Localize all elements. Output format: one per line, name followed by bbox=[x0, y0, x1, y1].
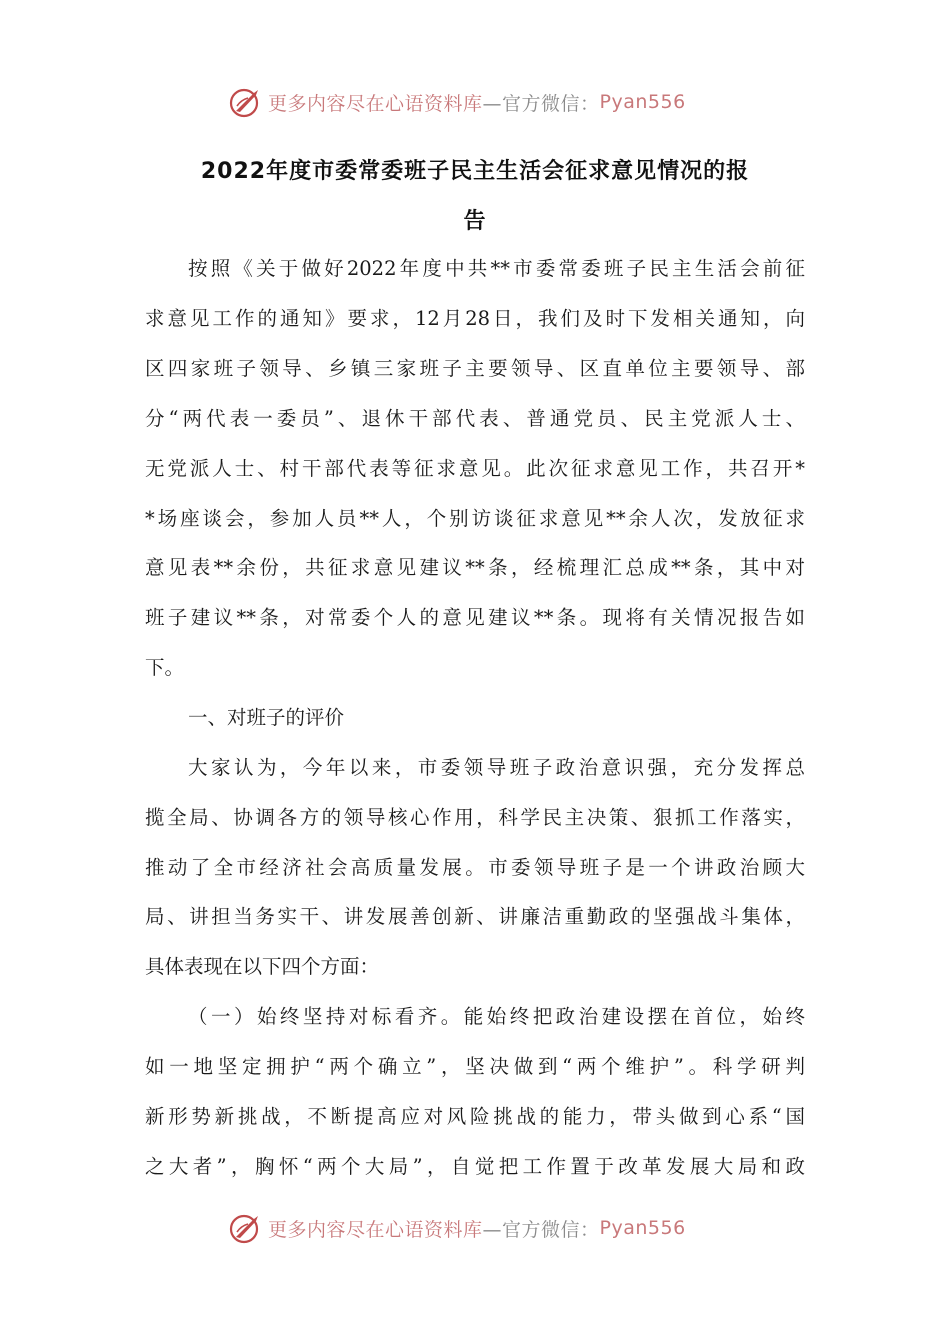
body-line: 无党派人士、村干部代表等征求意见。此次征求意见工作，共召开* bbox=[145, 457, 805, 480]
document-title-line2: 告 bbox=[463, 209, 487, 234]
header-watermark-banner bbox=[228, 82, 686, 122]
body-line: 之大者”，胸怀“两个大局”，自觉把工作置于改革发展大局和政 bbox=[145, 1155, 805, 1178]
banner-text-sep: —官方微信： bbox=[482, 92, 600, 115]
body-line: 如一地坚定拥护“两个确立”，坚决做到“两个维护”。科学研判 bbox=[145, 1055, 805, 1078]
pen-logo-icon bbox=[228, 84, 264, 120]
body-line: 意见表**余份，共征求意见建议**条，经梳理汇总成**条，其中对 bbox=[145, 556, 805, 579]
banner-text-id: Pyan556 bbox=[599, 1217, 686, 1239]
body-line: （一）始终坚持对标看齐。能始终把政治建设摆在首位，始终 bbox=[188, 1005, 805, 1028]
banner-text-sep: —官方微信： bbox=[482, 1218, 600, 1241]
body-line: 大家认为，今年以来，市委领导班子政治意识强，充分发挥总 bbox=[188, 756, 805, 779]
body-line: 局、讲担当务实干、讲发展善创新、讲廉洁重勤政的坚强战斗集体， bbox=[145, 905, 805, 928]
body-line: *场座谈会，参加人员**人，个别访谈征求意见**余人次，发放征求 bbox=[145, 507, 805, 530]
body-line: 按照《关于做好2022年度中共**市委常委班子民主生活会前征 bbox=[188, 257, 805, 280]
banner-text-id: Pyan556 bbox=[599, 91, 686, 113]
banner-text-main: 更多内容尽在心语资料库 bbox=[268, 92, 483, 115]
body-line: 揽全局、协调各方的领导核心作用，科学民主决策、狠抓工作落实， bbox=[145, 806, 805, 829]
body-line: 新形势新挑战，不断提高应对风险挑战的能力，带头做到心系“国 bbox=[145, 1105, 805, 1128]
banner-text-main: 更多内容尽在心语资料库 bbox=[268, 1218, 483, 1241]
body-line: 求意见工作的通知》要求，12月28日，我们及时下发相关通知，向 bbox=[145, 307, 805, 330]
pen-logo-icon bbox=[228, 1210, 264, 1246]
body-line: 下。 bbox=[145, 656, 185, 679]
body-line: 分“两代表一委员”、退休干部代表、普通党员、民主党派人士、 bbox=[145, 407, 805, 430]
document-title-line1: 2022年度市委常委班子民主生活会征求意见情况的报 bbox=[200, 159, 750, 184]
body-line: 推动了全市经济社会高质量发展。市委领导班子是一个讲政治顾大 bbox=[145, 856, 805, 879]
body-line: 区四家班子领导、乡镇三家班子主要领导、区直单位主要领导、部 bbox=[145, 357, 805, 380]
section-heading: 一、对班子的评价 bbox=[188, 706, 345, 729]
footer-watermark-banner bbox=[228, 1208, 686, 1248]
body-line: 班子建议**条，对常委个人的意见建议**条。现将有关情况报告如 bbox=[145, 606, 805, 629]
body-line: 具体表现在以下四个方面： bbox=[145, 955, 380, 978]
